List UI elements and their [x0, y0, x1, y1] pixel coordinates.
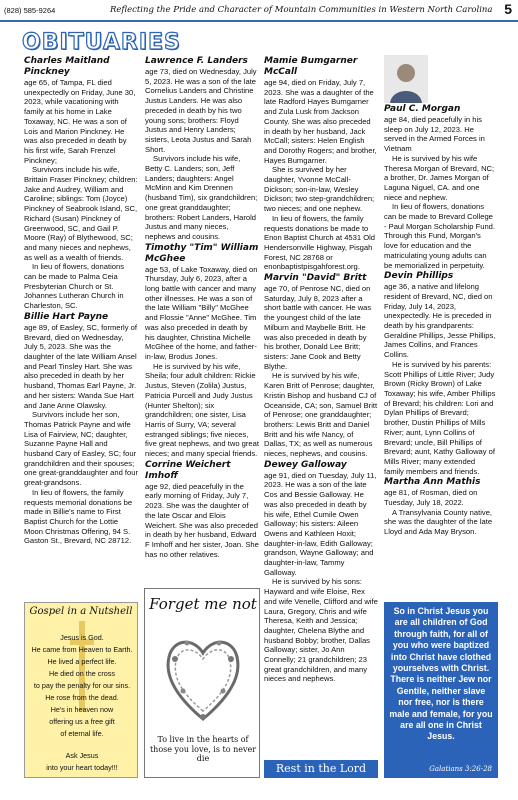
obituary-name: Mamie Bumgarner McCall	[264, 56, 358, 77]
page-number: 5	[504, 1, 512, 17]
scripture-reference: Galatians 3:26-28	[429, 765, 492, 773]
obituary-text: He is survived by his wife, Sheila; four adult children: Rickie Justus, Steven (Zolila) Justus, Patricia Purcell and Judy Justus (Hunter Shelton); six grandchildren; one sister, Lisa Harris of Surry, VA; several estranged siblings; five nieces, five great nephews, and two great nieces; and many special friends.	[145, 361, 259, 459]
obituary-text: age 92, died peacefully in the early morning of Friday, July 7, 2023. She was the daughter of the late Oscar and Elois Weichert. She was also preceded in death by her husband, Edward F Imhoff and her sister, Joan. She has no other relatives.	[145, 481, 259, 559]
forget-me-not-verse: To live in the hearts of those you love, is to never die	[149, 735, 257, 763]
obituary-name: Corrine Weichert Imhoff	[145, 459, 231, 481]
obituary-text: age 91, died on Tuesday, July 11, 2023. He was a son of the late Cos and Bessie Galloway. He was also preceded in death by his wife, Ethel Cumile Owen Galloway; his sisters: Aileen Owens and Kathleen Hoxit; daughter-in-law, Edith Galloway; grandson, Wayne Galloway; and daughter-in-law, Tammy Galloway.	[264, 470, 377, 577]
rest-in-the-lord-banner: Rest in the Lord	[264, 760, 378, 778]
obituary-column-3	[264, 55, 378, 756]
obituary-text: age 65, of Tampa, FL died unexpectedly on Friday, June 30, 2023, while vacationing with family at his home in Lake Toxaway, NC. He was a son of Lois and Marion Pinckney. He was also preceded in death by his first wife, Sarah Frenzel Pinckney;	[24, 78, 136, 165]
obituary-text: Survivors include his wife, Brittain Fraser Pinckney; children: Jake and Audrey, William and Caroline; siblings: Tom (Joyce) Pinckney of Seabrook Island, SC, Richard (Susan) Pinckney of Greenwood, SC, and Gail P. Moore (Ray) of Blythewood, SC; and many nieces and nephews, as well as a wealth of friends.	[24, 165, 138, 262]
gospel-line: He rose from the dead.	[45, 693, 119, 702]
heart-wreath-icon	[163, 619, 243, 729]
obituary-column-2	[145, 55, 259, 586]
obituary-name: Paul C. Morgan	[384, 104, 461, 114]
portrait-photo	[384, 55, 428, 103]
obituary-text: age 73, died on Wednesday, July 5, 2023. He was a son of the late Cornelius Landers and Christine Justus Landers. He was also preceded in death by his two young sons; brothers: Floyd Justus and Henry Landers; sisters, Leota Justus and Sarah Short.	[145, 67, 257, 154]
obituary-text: age 53, of Lake Toxaway, died on Thursday, July 6, 2023, after a long battle with cancer and many other illnesses. He was a son of the late William "Billy" McGhee and Flossie "Anne" McGhee. Tim was also preceded in death by his daughter, Christina Michelle McGhee of the home, and father-in-law, Brodus Jones.	[145, 264, 258, 361]
obituary-text: Survivors include his wife, Betty C. Landers; son, Jeff Landers; daughters: Angel McMinn and Kim Drennen (husband Tim), six grandchildren; one great granddaughter; brothers: Robert Landers, Harold Justus and many nieces, nephews and cousins.	[145, 154, 258, 241]
gospel-line: offering us a free gift	[49, 717, 115, 726]
obituary-name: Timothy "Tim" William McGhee	[145, 242, 259, 264]
gospel-ad	[24, 602, 138, 778]
obituary-name: Billie Hart Payne	[24, 311, 109, 322]
obituary-text: age 81, of Rosman, died on Tuesday, July 18, 2022.	[384, 488, 478, 508]
obituary-text: In lieu of flowers, the family requests donations be made to Enon Baptist Church at 4531 Old Hendersonville Highway, Pisgah Forest, NC 28768 or enonbaptistpisgahforest.org.	[264, 213, 376, 272]
obituary-name: Martha Ann Mathis	[384, 477, 481, 488]
obituary-text: Survivors include her son, Thomas Patrick Payne and wife Lisa of Fairview, NC; daughter, Suzanne Payne Hall and husband Cary of Easley, SC; four grandchildren and their spouses; one great-granddaughter and four great-grandsons.	[24, 410, 138, 488]
scripture-text: So in Christ Jesus you are all children of God through faith, for all of you who were baptized into Christ have clothed yourselves with Christ. There is neither Jew nor Gentile, neither slave nor free, nor is there male and female, for you are all one in Christ Jesus.	[389, 606, 493, 742]
obituary-text: age 36, a native and lifelong resident of Brevard, NC, died on Friday, July 14, 2023, unexpectedly. He is preceded in death by his grandparents: Geraldine Phillips, Jesse Phillips, James Collins, and Frances Collins.	[384, 282, 496, 360]
obituary-column-1	[24, 55, 138, 596]
obituary-text: age 94, died on Friday, July 7, 2023. She was a daughter of the late Radford Hayes Bumgarner and Zula Lusk from Jackson County. She was also preceded in death by her husband, Jack McCall; sisters: Helen English and Dorothy Rogers; and brother, Hayes Bumgarner.	[264, 78, 377, 165]
gospel-line: He came from Heaven to Earth.	[31, 645, 133, 654]
obituary-text: In lieu of flowers, donations can be made to Palma Ceia Presbyterian Church or St. Johannes Lutheran Church in Charleston, SC.	[24, 262, 125, 311]
obituary-text: In lieu of flowers, the family requests memorial donations be made in Billie's name to First Baptist Church for the Lottie Moon Christmas Offering, 94 S. Gaston St., Brevard, NC 28712.	[24, 487, 133, 546]
obituary-text: He is survived by his wife Theresa Morgan of Brevard, NC; a brother, Dr. James Morgan of Laguna Niguel, CA. and one niece and nephew.	[384, 153, 495, 202]
gospel-line: He died on the cross	[49, 669, 115, 678]
page-header	[0, 0, 518, 22]
header-motto: Reflecting the Pride and Character of Mountain Communities in Western North Carolina	[110, 5, 493, 15]
gospel-line: of eternal life.	[60, 729, 104, 738]
scripture-ad	[384, 602, 498, 778]
obituary-name: Devin Phillips	[384, 271, 454, 282]
obituary-text: age 70, of Penrose NC, died on Saturday, July 8, 2023 after a short battle with cancer. He was the youngest child of the late Milburn and Maybelle Britt. He was also preceded in death by his brother, Donald Lee Britt; sisters: Jane Cook and Betty Blythe.	[264, 284, 372, 371]
obituary-text: He is survived by his parents: Scott Phillips of Little River; Judy Brown (Ricky Brown) of Lake Toxaway; his wife, Amber Phillips of Brevard; his children: Lori and Dylan Phillips of Brevard; brother, Dustin Phillips of Mills River; aunt, Lynn Collins of Brevard; uncle, Bill Phillips of Brevard; aunt, Kathy Galloway of Mills River; many extended family members and friends.	[384, 359, 496, 476]
gospel-line: into your heart today!!!	[46, 763, 118, 772]
gospel-line: Jesus is God.	[60, 633, 104, 642]
forget-me-not-ad	[144, 588, 260, 778]
gospel-line: to pay the penalty for our sins.	[33, 681, 131, 690]
obituary-name: Charles Maitland Pinckney	[24, 56, 110, 77]
obituary-text: age 89, of Easley, SC, formerly of Brevard, died on Wednesday, July 5, 2023. She was the daughter of the late William Ansel and Pearl Tinsley Hart. She was also preceded in death by her husband, Thomas Earl Payne, Jr. and her sisters: Wanda Sue Hart and Jane Anne Olawsky.	[24, 322, 137, 410]
obituary-name: Marvin "David" Britt	[264, 273, 367, 284]
obituary-text: In lieu of flowers, donations can be made to Brevard College - Paul Morgan Scholarship Fund. Through this Fund, Morgan's love for education and the matriculating young adults can be memorialized in perpetuity.	[384, 202, 496, 270]
gospel-ad-title: Gospel in a Nutshell	[29, 606, 133, 617]
obituary-text: A Transylvania County native, she was the daughter of the late Lloyd and Ada May Bryson.	[384, 507, 493, 537]
gospel-line: Ask Jesus	[65, 751, 99, 760]
obituary-text: He is survived by his sons: Hayward and wife Eloise, Rex and wife Venelle, Clifford and wife Laura, Gregory, Chris and wife Theresa, Keith and Jessica; daughter, Chelena Blythe and husband Bobby; brother, Dallas Galloway; sister, Jo Ann Connelly; 21 grandchildren; 23 great grandchildren, and many nieces and nephews.	[264, 577, 378, 684]
gospel-line: He lived a perfect life.	[47, 657, 117, 666]
obituary-column-4	[384, 103, 496, 601]
gospel-line: He's in heaven now	[50, 705, 114, 714]
obituary-text: age 84, died peacefully in his sleep on July 12, 2023. He served in the Armed Forces in Vietnam	[384, 115, 485, 154]
obituary-text: He is survived by his wife, Karen Britt of Penrose; daughter, Kristin Bishop and husband CJ of Oceanside, CA; son, Samuel Britt of Penrose; one granddaughter; brothers: Lewis Britt and Daniel Britt and his wife Nancy, of Dallas, TX; as well as numerous nieces, nephews, and cousins.	[264, 371, 378, 459]
obituary-text: She is survived by her daughter, Yvonne McCall-Dickson; son-in-law, Wesley Dickson; two step-grandchildren; two nieces; and one nephew.	[264, 165, 375, 214]
section-title: OBITUARIES	[22, 30, 181, 55]
obituary-name: Lawrence F. Landers	[145, 56, 248, 66]
obituary-name: Dewey Galloway	[264, 459, 347, 470]
header-phone: (828) 585-9264	[4, 6, 56, 15]
forget-me-not-title: Forget me not	[149, 595, 257, 613]
